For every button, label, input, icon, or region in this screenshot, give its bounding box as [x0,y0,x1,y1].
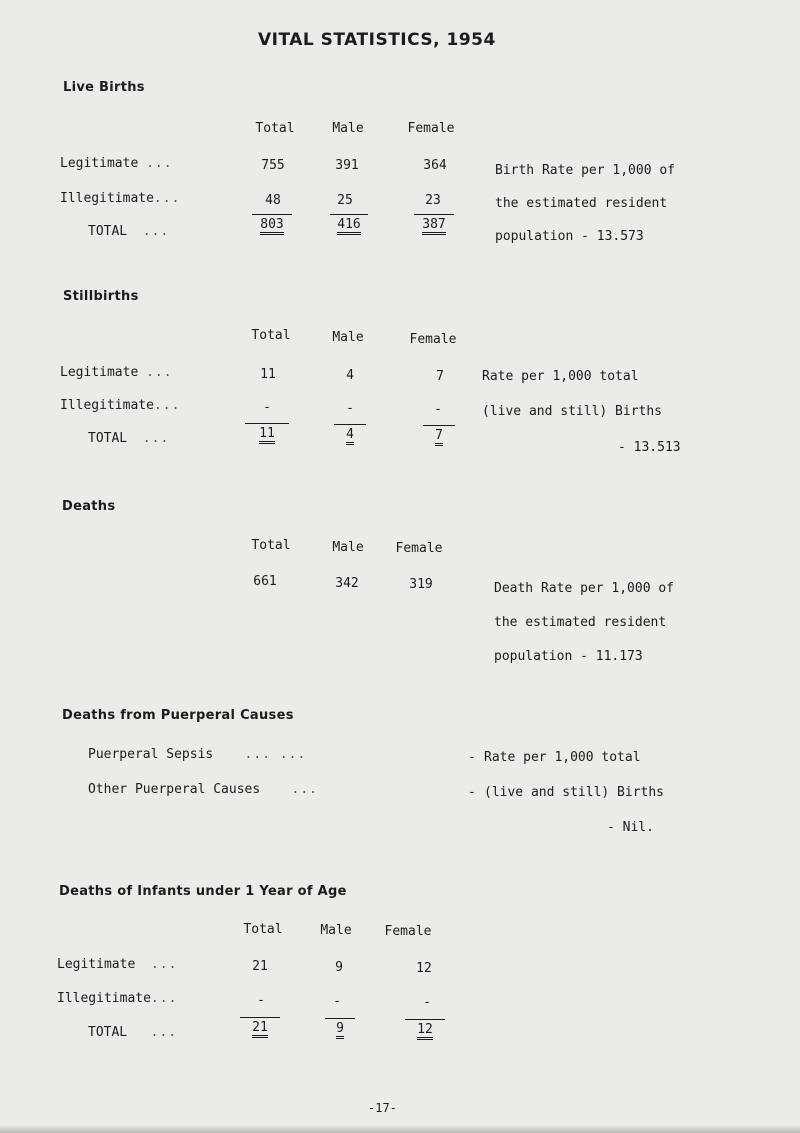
stillbirths-total-total: 11 [245,423,289,441]
stillbirths-col-female: Female [409,332,457,347]
deaths-rate-line-3: population - 11.173 [494,649,643,664]
puerperal-rate-line-1: Rate per 1,000 total [484,750,641,765]
stillbirths-rate-line-3: - 13.513 [618,440,681,455]
live-births-heading: Live Births [63,80,145,95]
infants-illegitimate-female: - [423,995,431,1010]
infants-col-total: Total [243,922,283,937]
page-title: VITAL STATISTICS, 1954 [258,30,496,50]
live-births-rate-line-1: Birth Rate per 1,000 of [495,163,676,178]
stillbirths-col-total: Total [251,328,291,343]
stillbirths-heading: Stillbirths [63,289,139,304]
live-births-rate-line-3: population - 13.573 [495,229,644,244]
deaths-col-total: Total [251,538,291,553]
infants-illegitimate-total: - [257,993,265,1008]
stillbirths-legitimate-male: 4 [346,368,354,383]
infants-legitimate-male: 9 [335,960,343,975]
live-births-legitimate-label: Legitimate ... [60,156,173,171]
page-edge-shadow [0,1125,800,1133]
infants-illegitimate-male: - [333,994,341,1009]
live-births-total-male: 416 [330,214,368,232]
other-puerperal-label: Other Puerperal Causes ... [88,782,318,797]
puerperal-rate-line-2: (live and still) Births [484,785,665,800]
live-births-col-female: Female [407,121,455,136]
stillbirths-illegitimate-female: - [434,402,442,417]
stillbirths-legitimate-label: Legitimate ... [60,365,173,380]
infants-col-male: Male [320,923,352,938]
infants-legitimate-female: 12 [416,961,432,976]
deaths-heading: Deaths [62,499,116,514]
live-births-rate-line-2: the estimated resident [495,196,668,211]
live-births-col-total: Total [255,121,295,136]
infants-total-label: TOTAL ... [88,1025,178,1040]
puerperal-sepsis-label: Puerperal Sepsis ... ... [88,747,307,762]
live-births-total-label: TOTAL ... [88,224,170,239]
stillbirths-legitimate-female: 7 [436,369,444,384]
deaths-col-female: Female [395,541,443,556]
stillbirths-illegitimate-total: - [263,400,271,415]
live-births-col-male: Male [332,121,364,136]
live-births-legitimate-male: 391 [335,158,359,173]
live-births-illegitimate-label: Illegitimate... [60,191,181,206]
live-births-total-female: 387 [414,214,454,232]
deaths-male-value: 342 [335,576,359,591]
infants-legitimate-total: 21 [252,959,268,974]
live-births-total-total: 803 [252,214,292,232]
puerperal-sepsis-value: - [468,750,476,765]
deaths-col-male: Male [332,540,364,555]
live-births-legitimate-female: 364 [423,158,447,173]
live-births-illegitimate-total: 48 [265,193,281,208]
infants-total-female: 12 [405,1019,445,1037]
stillbirths-legitimate-total: 11 [260,367,276,382]
other-puerperal-value: - [468,785,476,800]
stillbirths-illegitimate-male: - [346,401,354,416]
live-births-illegitimate-male: 25 [337,193,353,208]
deaths-rate-line-1: Death Rate per 1,000 of [494,581,675,596]
page-number: -17- [368,1101,397,1115]
infants-heading: Deaths of Infants under 1 Year of Age [59,884,347,899]
infants-illegitimate-label: Illegitimate... [57,991,178,1006]
stillbirths-illegitimate-label: Illegitimate... [60,398,181,413]
infants-legitimate-label: Legitimate ... [57,957,178,972]
puerperal-heading: Deaths from Puerperal Causes [62,708,294,723]
stillbirths-col-male: Male [332,330,364,345]
infants-total-male: 9 [325,1018,355,1036]
stillbirths-total-female: 7 [423,425,455,443]
stillbirths-total-male: 4 [334,424,366,442]
deaths-female-value: 319 [409,577,433,592]
stillbirths-rate-line-1: Rate per 1,000 total [482,369,639,384]
infants-total-total: 21 [240,1017,280,1035]
puerperal-rate-line-3: - Nil. [607,820,654,835]
deaths-total-value: 661 [253,574,277,589]
live-births-illegitimate-female: 23 [425,193,441,208]
live-births-legitimate-total: 755 [261,158,285,173]
deaths-rate-line-2: the estimated resident [494,615,667,630]
stillbirths-total-label: TOTAL ... [88,431,170,446]
infants-col-female: Female [384,924,432,939]
stillbirths-rate-line-2: (live and still) Births [482,404,663,419]
